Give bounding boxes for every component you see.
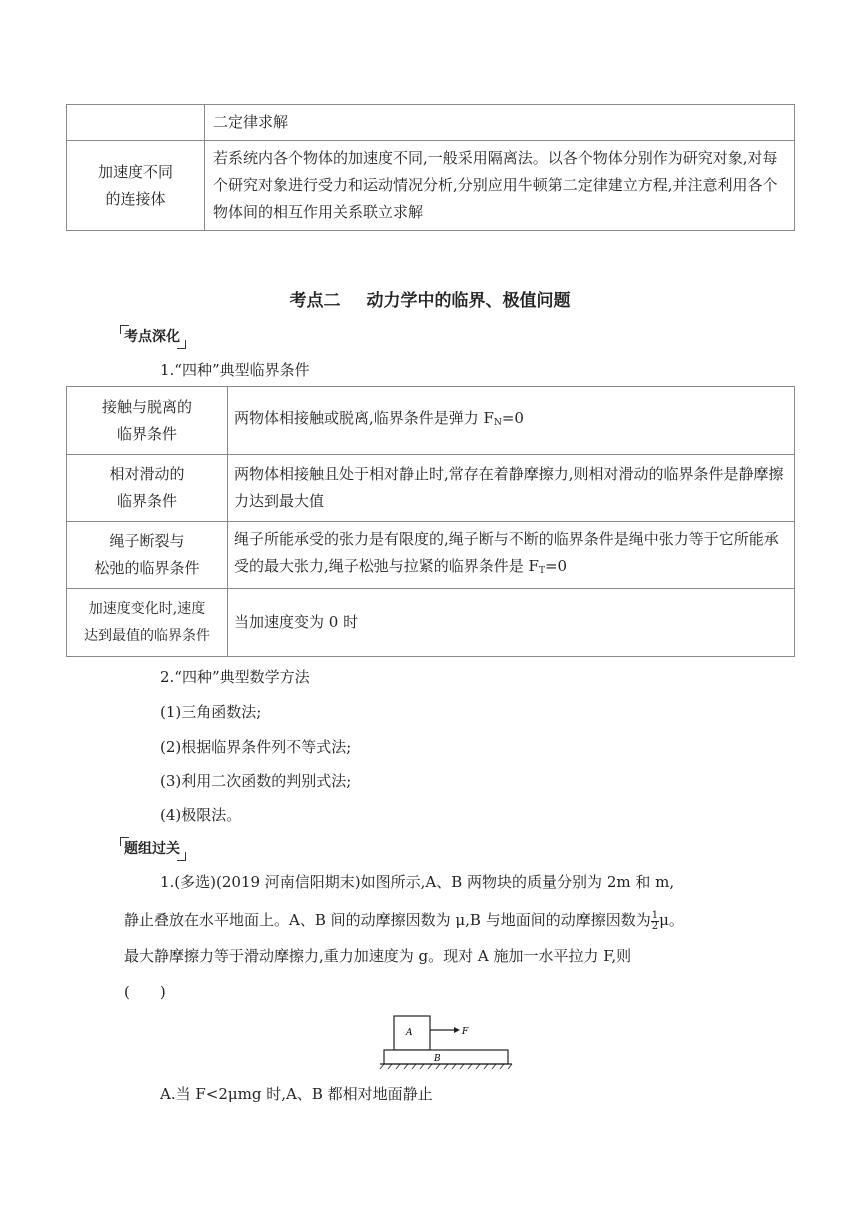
- table-cell-label: [67, 387, 228, 455]
- heading-title: 动力学中的临界、极值问题: [366, 291, 571, 311]
- cell-text: 两物体相接触或脱离,临界条件是弹力 F: [234, 408, 494, 427]
- table-cell-label: [67, 105, 205, 141]
- ground-hatching: [380, 1064, 512, 1069]
- table-cell-content: 二定律求解: [205, 105, 795, 141]
- label-line: 加速度不同: [97, 162, 173, 181]
- question-answer-blank: ( ): [124, 983, 166, 1001]
- label-line: 临界条件: [116, 424, 177, 443]
- table-cell-label: [67, 455, 228, 522]
- label-line: 的连接体: [105, 189, 166, 208]
- label-line: 松弛的临界条件: [94, 559, 200, 577]
- block-b: [384, 1050, 508, 1064]
- label-line: 临界条件: [116, 492, 177, 510]
- question-text: μ。: [659, 911, 684, 929]
- section-tag: 题组过关: [120, 837, 184, 859]
- table-row: [67, 105, 795, 141]
- question-line: [124, 910, 684, 932]
- critical-conditions-table: [66, 386, 795, 657]
- blocks-figure: [376, 1012, 516, 1074]
- table-row: [67, 387, 795, 455]
- label-line: 接触与脱离的: [101, 397, 192, 416]
- label-b: B: [434, 1054, 441, 1064]
- item-title: 1.“四种”典型临界条件: [160, 361, 310, 379]
- table-cell-content: 当加速度变为 0 时: [228, 589, 795, 657]
- table-cell-content: 若系统内各个物体的加速度不同,一般采用隔离法。以各个物体分别作为研究对象,对每个研究对象进行受力和运动情况分析,分别应用牛顿第二定律建立方程,并注意利用各个物体间的相互作用关系联立求解: [205, 141, 795, 231]
- label-line: 相对滑动的: [109, 465, 185, 483]
- force-arrowhead: [454, 1027, 460, 1033]
- table-cell-content: [228, 522, 795, 589]
- method-item: (1)三角函数法;: [160, 703, 262, 721]
- method-item: (2)根据临界条件列不等式法;: [160, 738, 352, 756]
- table-cell-label: [67, 522, 228, 589]
- table-row: [67, 522, 795, 589]
- label-a: A: [406, 1028, 413, 1038]
- question-text: 静止叠放在水平地面上。A、B 间的动摩擦因数为 μ,B 与地面间的动摩擦因数为: [124, 911, 651, 929]
- label-line: 绳子断裂与: [109, 532, 185, 550]
- label-line: 达到最值的临界条件: [84, 627, 210, 644]
- table-cell-content: 两物体相接触且处于相对静止时,常存在着静摩擦力,则相对滑动的临界条件是静摩擦力达到最大值: [228, 455, 795, 522]
- question-line: 1.(多选)(2019 河南信阳期末)如图所示,A、B 两物块的质量分别为 2m 和 m,: [160, 873, 675, 891]
- fraction-numerator: 1: [651, 909, 659, 921]
- table-row: [67, 141, 795, 231]
- subscript: T: [538, 565, 545, 576]
- table-cell-label: [67, 589, 228, 657]
- method-item: (4)极限法。: [160, 806, 242, 824]
- fraction: [651, 911, 659, 932]
- label-f: F: [462, 1027, 469, 1037]
- fraction-denominator: 2: [651, 920, 659, 932]
- table-row: [67, 589, 795, 657]
- item-title: 2.“四种”典型数学方法: [160, 668, 310, 686]
- section-tag: 考点深化: [120, 325, 184, 347]
- cell-text-tail: =0: [544, 556, 568, 575]
- cell-text: 绳子所能承受的张力是有限度的,绳子断与不断的临界条件是绳中张力等于它所能承受的最大张力,绳子松弛与拉紧的临界条件是 F: [234, 529, 779, 575]
- table-cell-content: [228, 387, 795, 455]
- table-cell-label: [67, 141, 205, 231]
- label-line: 加速度变化时,速度: [88, 600, 206, 617]
- section-heading: [0, 286, 860, 311]
- heading-prefix: 考点二: [289, 291, 341, 311]
- cell-text-tail: =0: [501, 408, 524, 427]
- option-a: A.当 F<2μmg 时,A、B 都相对地面静止: [160, 1085, 433, 1103]
- table-row: [67, 455, 795, 522]
- method-item: (3)利用二次函数的判别式法;: [160, 772, 352, 790]
- question-line: 最大静摩擦力等于滑动摩擦力,重力加速度为 g。现对 A 施加一水平拉力 F,则: [124, 947, 632, 965]
- connected-body-table: [66, 104, 795, 231]
- subscript: N: [493, 417, 502, 428]
